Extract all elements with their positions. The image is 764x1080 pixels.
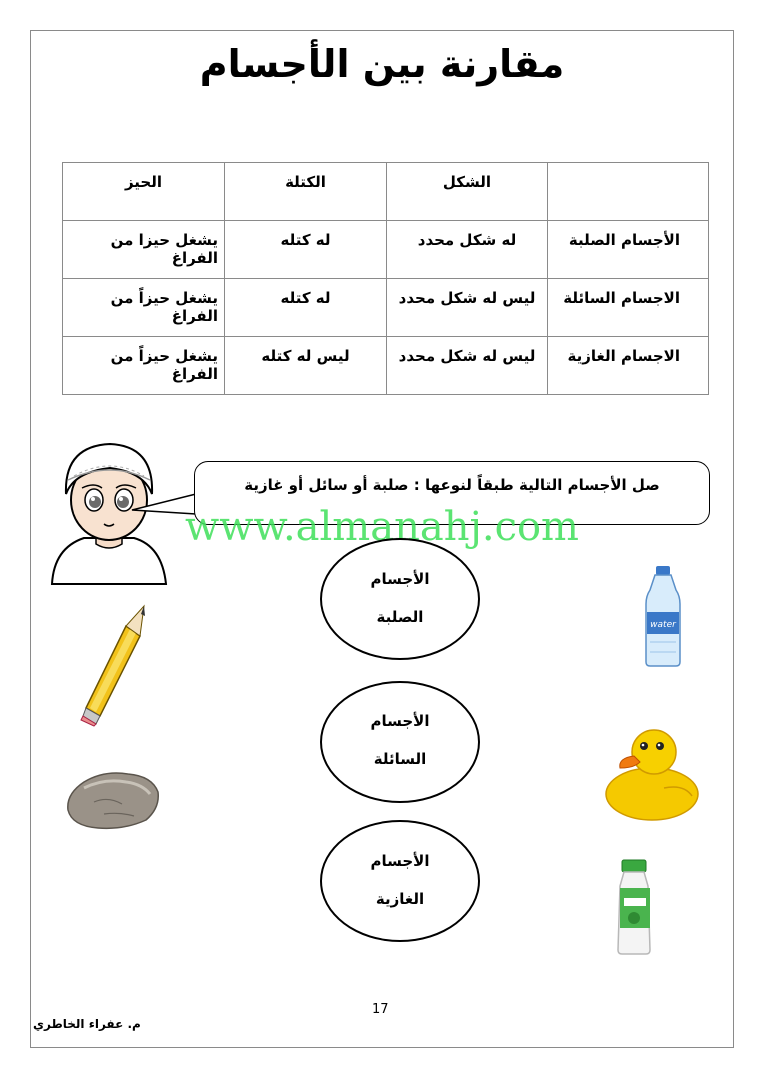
- table-row: [63, 337, 709, 395]
- row-label: الأجسام الصلبة: [548, 221, 709, 279]
- table-header-cell: الحيز: [63, 163, 225, 221]
- oval-label: الأجسام: [370, 852, 430, 870]
- oval-label: الأجسام: [370, 570, 430, 588]
- page-title: مقارنة بين الأجسام: [199, 42, 565, 86]
- oval-gases[interactable]: [320, 820, 480, 942]
- rubber-duck-icon[interactable]: [604, 728, 700, 822]
- oval-label: الأجسام: [370, 712, 430, 730]
- oval-label: الصلبة: [376, 608, 424, 626]
- pencil-icon[interactable]: [78, 604, 150, 726]
- cell-mass: له كتله: [225, 221, 387, 279]
- comparison-table: [62, 162, 709, 395]
- cell-shape: ليس له شكل محدد: [387, 279, 548, 337]
- cell-shape: ليس له شكل محدد: [387, 337, 548, 395]
- oval-liquids[interactable]: [320, 681, 480, 803]
- table-header-cell: [548, 163, 709, 221]
- table-header-cell: الكتلة: [225, 163, 387, 221]
- watermark: www.almanahj.com: [184, 504, 579, 550]
- row-label: الاجسام السائلة: [548, 279, 709, 337]
- table-row: [63, 279, 709, 337]
- cell-mass: له كتله: [225, 279, 387, 337]
- rock-icon[interactable]: [64, 768, 160, 832]
- author-credit: م. عفراء الخاطري: [33, 1017, 141, 1031]
- oval-solids[interactable]: [320, 538, 480, 660]
- instruction-text: صل الأجسام التالية طبقاً لنوعها : صلبة أو سائل أو غازية: [244, 476, 660, 494]
- table-header-cell: الشكل: [387, 163, 548, 221]
- row-label: الاجسام الغازية: [548, 337, 709, 395]
- bottle-label-text: water: [650, 620, 676, 630]
- cell-space: يشغل حيزاً من الفراغ: [63, 337, 225, 395]
- cell-shape: له شكل محدد: [387, 221, 548, 279]
- cell-space: يشغل حيزاً من الفراغ: [63, 279, 225, 337]
- milk-bottle-icon[interactable]: [612, 858, 656, 956]
- table-header-row: [63, 163, 709, 221]
- table-row: [63, 221, 709, 279]
- cell-mass: ليس له كتله: [225, 337, 387, 395]
- page-number: 17: [372, 1002, 389, 1017]
- water-bottle-icon[interactable]: [640, 564, 686, 668]
- oval-label: السائلة: [373, 750, 427, 768]
- oval-label: الغازية: [375, 890, 425, 908]
- cell-space: يشغل حيزا من الفراغ: [63, 221, 225, 279]
